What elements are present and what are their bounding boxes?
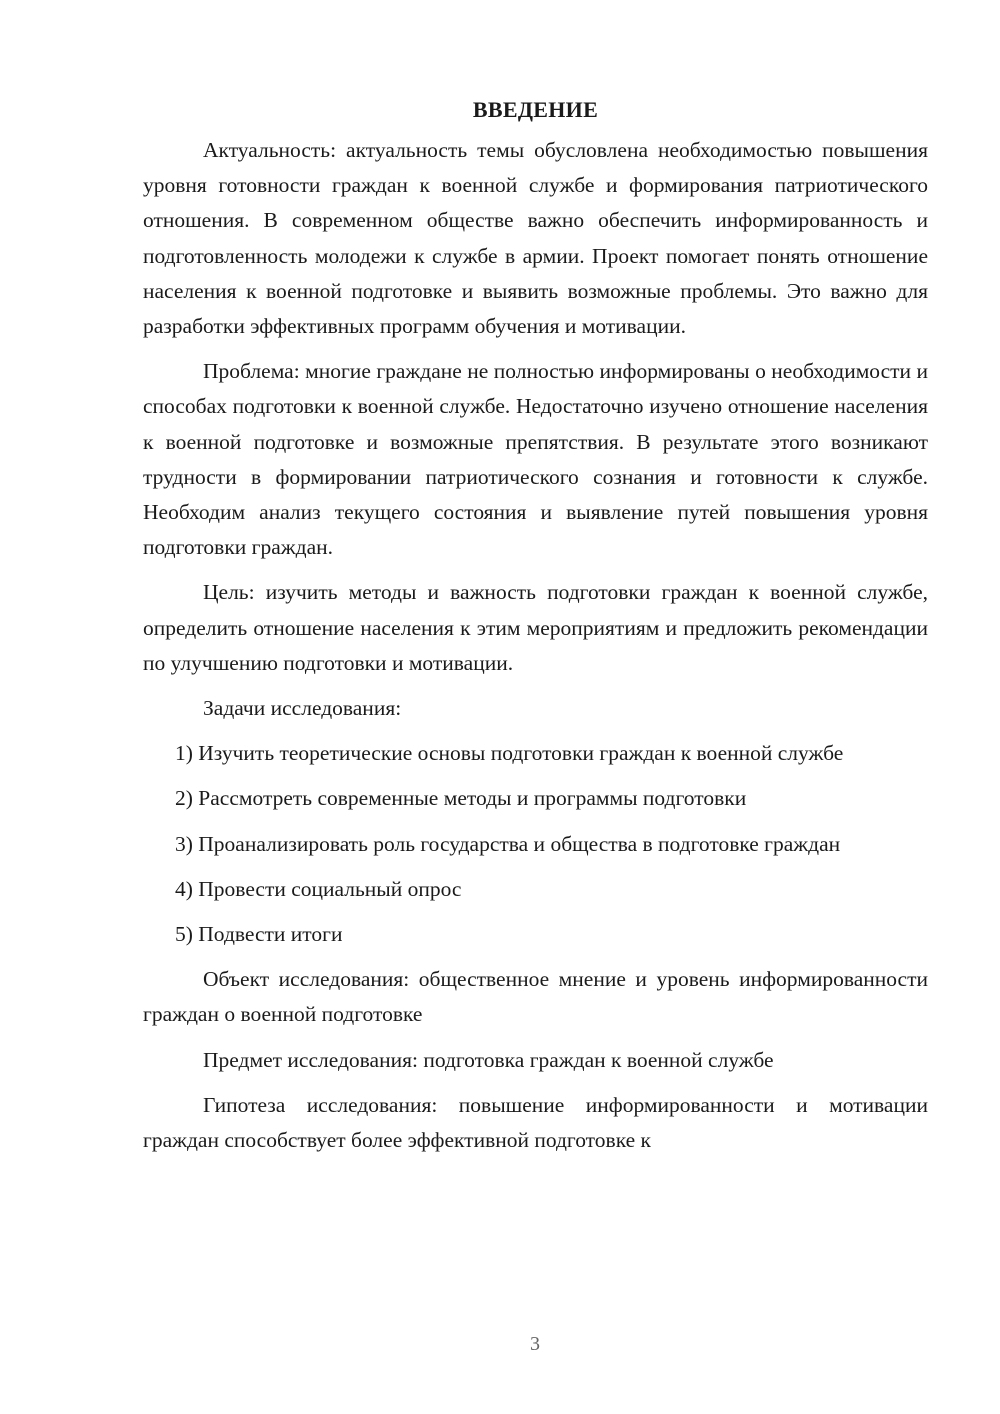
page-number: 3: [530, 1333, 540, 1355]
paragraph-object: Объект исследования: общественное мнение и уровень информированности граждан о военной подготовке: [143, 967, 928, 1027]
paragraph-problem: Проблема: многие граждане не полностью информированы о необходимости и способах подготовки к военной службе. Недостаточно изучено отношение населения к военной подготовке и возможные препятствия. В результате этого возникают трудности в формировании патриотического сознания и готовности к службе. Необходим анализ текущего состояния и выявление путей повышения уровня подготовки граждан.: [143, 359, 928, 560]
task-item-5: 5) Подвести итоги: [175, 922, 343, 947]
task-item-3: 3) Проанализировать роль государства и общества в подготовке граждан: [175, 831, 841, 856]
section-title: ВВЕДЕНИЕ: [472, 97, 599, 122]
paragraph-subject: Предмет исследования: подготовка граждан к военной службе: [203, 1047, 774, 1072]
task-item-2: 2) Рассмотреть современные методы и программы подготовки: [175, 786, 747, 811]
task-item-1: 1) Изучить теоретические основы подготовки граждан к военной службе: [175, 741, 844, 766]
paragraph-tasks-heading: Задачи исследования:: [203, 696, 402, 721]
paragraph-goal: Цель: изучить методы и важность подготовки граждан к военной службе, определить отношение населения к этим мероприятиям и предложить рекомендации по улучшению подготовки и мотивации.: [143, 580, 928, 675]
paragraph-relevance: Актуальность: актуальность темы обусловлена необходимостью повышения уровня готовности граждан к военной службе и формирования патриотического отношения. В современном обществе важно обеспечить информированность и подготовленность молодежи к службе в армии. Проект помогает понять отношение населения к военной подготовке и выявить возможные проблемы. Это важно для разработки эффективных программ обучения и мотивации.: [143, 138, 928, 339]
paragraph-hypothesis: Гипотеза исследования: повышение информированности и мотивации граждан способствует более эффективной подготовке к: [143, 1092, 928, 1153]
task-item-4: 4) Провести социальный опрос: [175, 876, 462, 901]
document-page: [143, 92, 928, 1168]
